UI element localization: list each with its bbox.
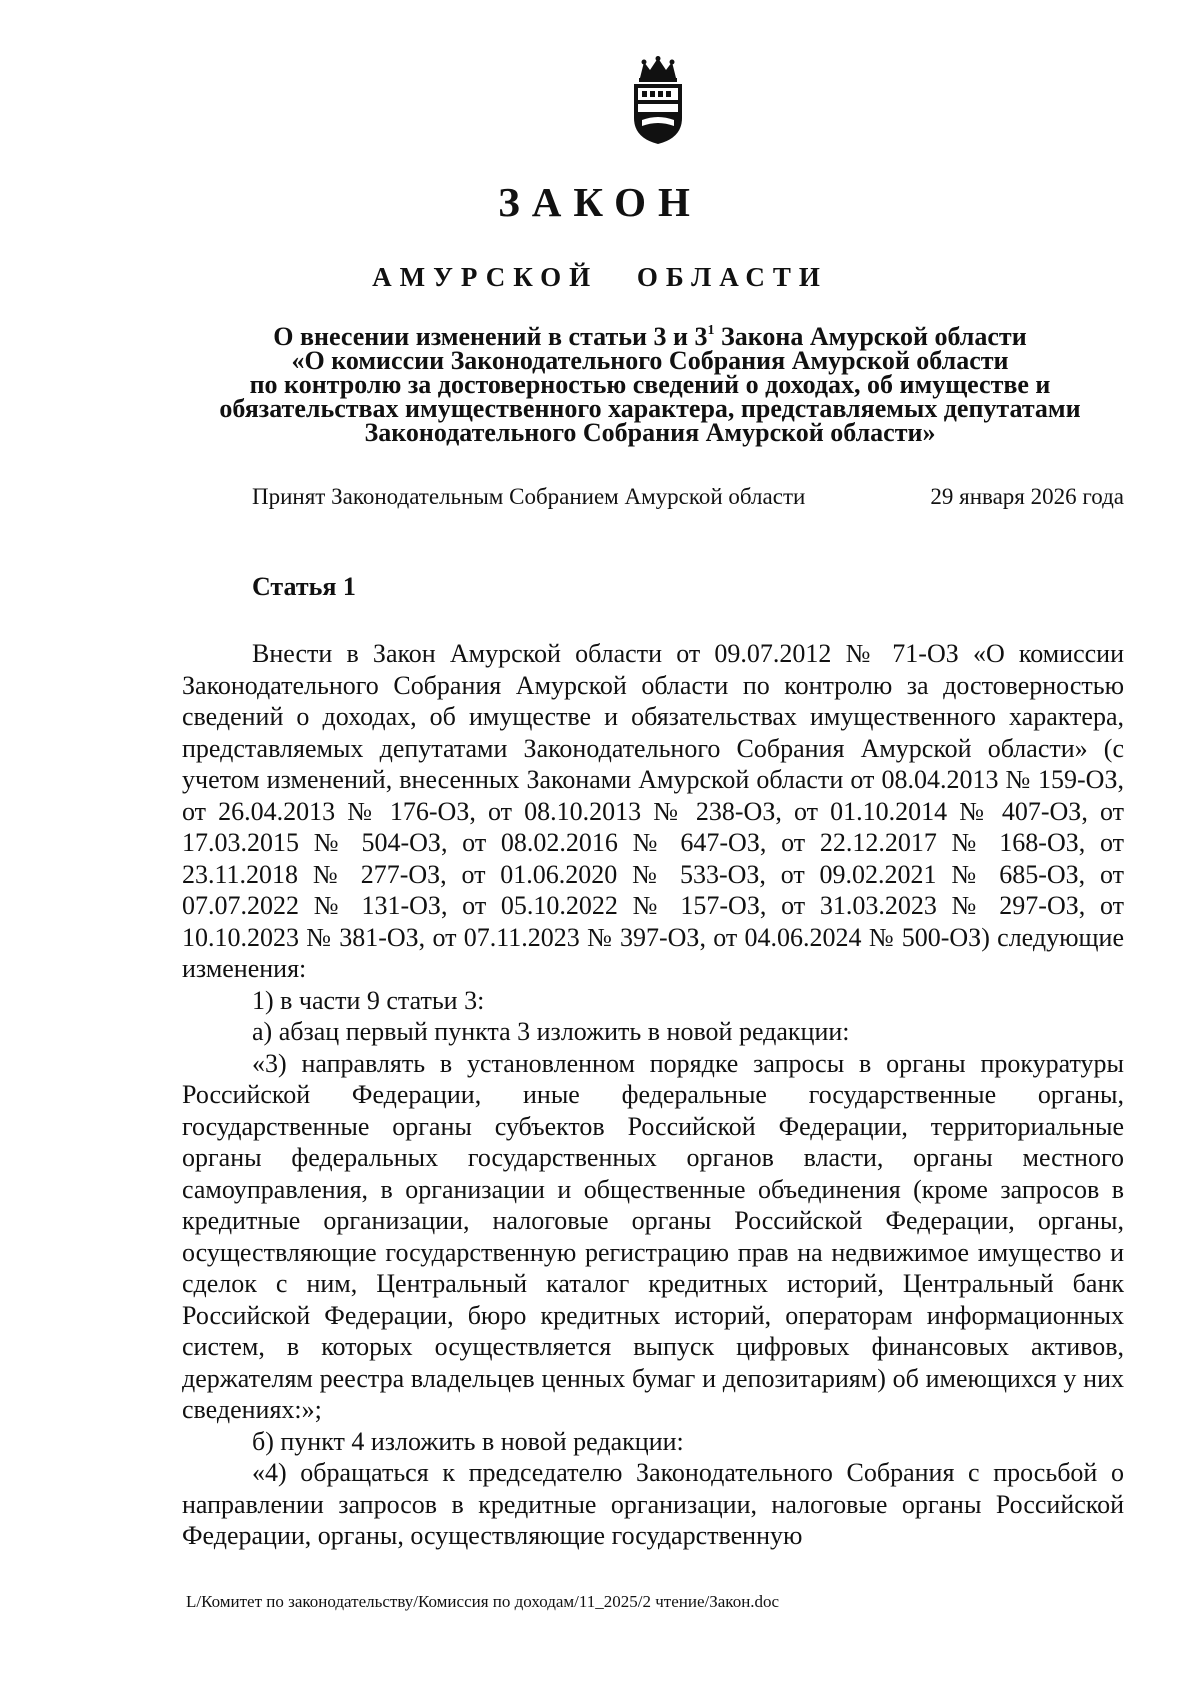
paragraph: «3) направлять в установленном порядке запросы в органы прокуратуры Российской Федерации, иные федеральные государственные органы, государственные органы субъектов Российской Федерации, территориальные органы федеральных государственных органов власти, органы местного самоуправления, в организации и общественные объединения (кроме запросов в кредитные организации, налоговые органы Российской Федерации, органы, осуществляющие государственную регистрацию прав на недвижимое имущество и сделок с ним, Центральный каталог кредитных историй, Центральный банк Российской Федерации, бюро кредитных историй, операторам информационных систем, в которых осуществляется выпуск цифровых финансовых активов, держателям реестра владельцев ценных бумаг и депозитариям) об имеющихся у них сведениях:»; [182, 1048, 1124, 1424]
paragraph: а) абзац первый пункта 3 изложить в новой редакции: [252, 1017, 850, 1046]
paragraph: «4) обращаться к председателю Законодательного Собрания с просьбой о направлении запросов в кредитные организации, налоговые органы Российской Федерации, органы, осуществляющие государственную [182, 1458, 1124, 1550]
subtitle-line: по контролю за достоверностью сведений о доходах, об имуществе и [249, 370, 1051, 399]
paragraph: Внести в Закон Амурской области от 09.07.2012 № 71-ОЗ «О комиссии Законодательного Собрания Амурской области по контролю за достоверностью сведений о доходах, об имуществе и обязательствах имущественного характера, представляемых депутатами Законодательного Собрания Амурской области» (с учетом изменений, внесенных Законами Амурской области от 08.04.2013 № 159-ОЗ, от 26.04.2013 № 176-ОЗ, от 08.10.2013 № 238-ОЗ, от 01.10.2014 № 407-ОЗ, от 17.03.2015 № 504-ОЗ, от 08.02.2016 № 647-ОЗ, от 22.12.2017 № 168-ОЗ, от 23.11.2018 № 277-ОЗ, от 01.06.2020 № 533-ОЗ, от 09.02.2021 № 685-ОЗ, от 07.07.2022 № 131-ОЗ, от 05.10.2022 № 157-ОЗ, от 31.03.2023 № 297-ОЗ, от 10.10.2023 № 381-ОЗ, от 07.11.2023 № 397-ОЗ, от 04.06.2024 № 500-ОЗ) следующие изменения: [182, 639, 1124, 983]
paragraph: б) пункт 4 изложить в новой редакции: [252, 1426, 684, 1456]
subtitle-line: Законодательного Собрания Амурской области» [364, 418, 936, 447]
article-title: Статья 1 [252, 572, 356, 601]
adoption-date: 29 января 2026 года [930, 484, 1124, 509]
paragraph: 1) в части 9 статьи 3: [252, 985, 485, 1015]
file-path-footer: L/Комитет по законодательству/Комиссия по доходам/11_2025/2 чтение/Закон.doc [186, 1592, 780, 1611]
law-subtitle [150, 322, 1150, 447]
coat-of-arms-icon [628, 56, 688, 146]
adopted-by: Принят Законодательным Собранием Амурской области [252, 484, 806, 509]
subtitle-line: О внесении изменений в статьи 3 и $3^1$ Закона Амурской области [273, 322, 1027, 351]
adoption-line [252, 484, 1124, 516]
document-title: ЗАКОН [498, 179, 702, 225]
subtitle-line: «О комиссии Законодательного Собрания Амурской области [291, 346, 1009, 375]
document-region: АМУРСКОЙ ОБЛАСТИ [372, 262, 828, 292]
article-body [182, 638, 1124, 1552]
subtitle-line: обязательствах имущественного характера, представляемых депутатами [219, 394, 1081, 423]
